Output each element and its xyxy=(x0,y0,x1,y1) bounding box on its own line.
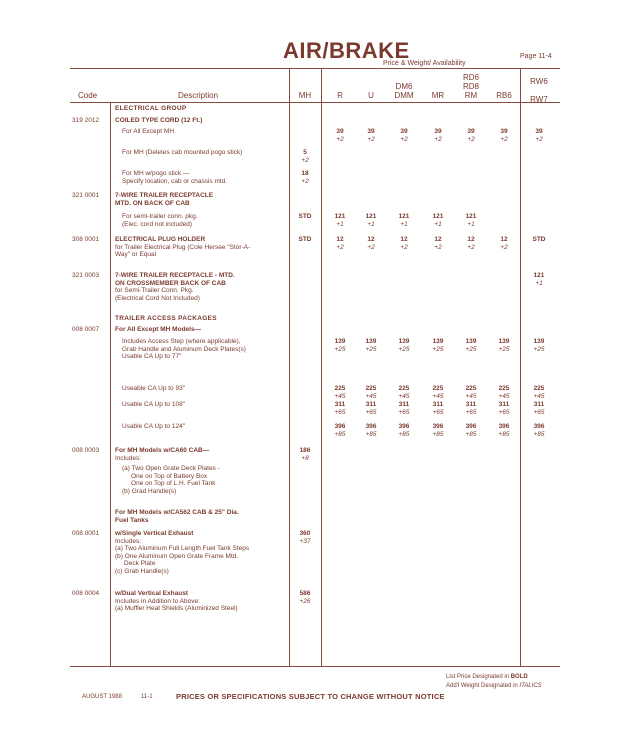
list-price: 12 xyxy=(434,236,442,243)
r-header: R xyxy=(337,91,343,100)
price-cell xyxy=(356,236,386,252)
price-cell xyxy=(325,423,355,439)
price-cell xyxy=(524,272,554,288)
row-code: 319 2012 xyxy=(72,117,100,124)
added-weight: +2 xyxy=(434,136,442,143)
table-bottom-rule xyxy=(70,666,560,667)
price-cell xyxy=(456,338,486,354)
description-line: Includes in Addition to Above: xyxy=(115,597,200,605)
r-column-divider xyxy=(321,68,322,666)
list-price: 139 xyxy=(365,338,377,345)
section-heading: ELECTRICAL GROUP xyxy=(115,105,187,112)
description-line: Includes: xyxy=(115,454,142,462)
price-cell xyxy=(456,213,486,229)
list-price: STD xyxy=(298,213,312,220)
price-cell xyxy=(489,236,519,252)
price-cell xyxy=(524,128,554,144)
added-weight: +1 xyxy=(434,221,442,228)
price-cell xyxy=(389,213,419,229)
mh-header: MH xyxy=(298,91,312,100)
list-price: 311 xyxy=(465,401,477,408)
list-price: 225 xyxy=(498,385,510,392)
row-code: 321 0003 xyxy=(72,272,100,279)
list-price: STD xyxy=(298,236,312,243)
price-cell xyxy=(423,385,453,401)
description-line: for Semi-Trailer Conn. Pkg. xyxy=(115,287,194,295)
list-price: 39 xyxy=(434,128,442,135)
list-price: 311 xyxy=(432,401,444,408)
price-cell xyxy=(389,128,419,144)
code-column-divider xyxy=(110,102,111,666)
list-price: 186 xyxy=(299,447,311,454)
row-code: 308 0001 xyxy=(72,236,100,243)
added-weight: +25 xyxy=(334,346,346,353)
description-line: 7-WIRE TRAILER RECEPTACLE - MTD. xyxy=(115,272,235,279)
rw-header: RW6 RW7 xyxy=(530,77,548,104)
footer-notice: PRICES OR SPECIFICATIONS SUBJECT TO CHANGE WITHOUT NOTICE xyxy=(176,692,445,701)
list-price: 586 xyxy=(299,590,311,597)
added-weight: +85 xyxy=(432,431,444,438)
list-price: 311 xyxy=(533,401,545,408)
added-weight: +2 xyxy=(535,136,543,143)
row-code: 008 0007 xyxy=(72,326,100,333)
list-price: 396 xyxy=(365,423,377,430)
added-weight: +1 xyxy=(336,221,344,228)
added-weight: +25 xyxy=(432,346,444,353)
added-weight: +65 xyxy=(432,409,444,416)
price-cell xyxy=(524,236,554,244)
list-price: 396 xyxy=(498,423,510,430)
added-weight: +25 xyxy=(398,346,410,353)
list-price: 225 xyxy=(398,385,410,392)
price-cell xyxy=(290,170,320,186)
price-cell xyxy=(423,338,453,354)
added-weight: +65 xyxy=(465,409,477,416)
added-weight: +45 xyxy=(398,393,410,400)
price-cell xyxy=(423,236,453,252)
description-line: for Trailer Electrical Plug (Cole Hersee "Stor-A- xyxy=(115,243,251,251)
description-line: (a) Muffler Heat Shields (Aluminized Steel) xyxy=(115,605,238,613)
rd-header: RD6 RD8 RM xyxy=(462,73,479,100)
list-price: 12 xyxy=(500,236,508,243)
price-cell xyxy=(356,385,386,401)
list-price: 311 xyxy=(334,401,346,408)
added-weight: +2 xyxy=(434,244,442,251)
u-header: U xyxy=(368,91,374,100)
price-cell xyxy=(356,423,386,439)
list-price: 139 xyxy=(432,338,444,345)
header-rule xyxy=(70,102,560,103)
description-line: (b) One Aluminum Open Grate Frame Mtd. xyxy=(115,552,239,560)
list-price: 121 xyxy=(533,272,545,279)
list-price: 121 xyxy=(432,213,444,220)
price-cell xyxy=(489,385,519,401)
description-line: Includes: xyxy=(115,537,142,545)
row-description: For MH w/pogo stick — Specify location, cab or chassis mtd. xyxy=(122,170,228,185)
row-code: 008 0003 xyxy=(72,447,100,454)
added-weight: +2 xyxy=(301,178,309,185)
added-weight: +2 xyxy=(336,244,344,251)
code-header: Code xyxy=(78,91,98,100)
description-line: w/Single Vertical Exhaust xyxy=(115,530,194,537)
price-cell xyxy=(456,236,486,252)
list-price: 139 xyxy=(533,338,545,345)
row-description xyxy=(115,530,249,576)
added-weight: +25 xyxy=(365,346,377,353)
list-price: 139 xyxy=(465,338,477,345)
description-line: Deck Plate xyxy=(115,560,156,568)
added-weight: +45 xyxy=(465,393,477,400)
row-description xyxy=(115,590,238,613)
list-price: 225 xyxy=(465,385,477,392)
price-cell xyxy=(456,385,486,401)
row-description: Includes Access Step (where applicable), Grab Handle and Aluminum Deck Plates(s) Usable CA Up to 77" xyxy=(122,338,246,361)
list-price: 121 xyxy=(465,213,477,220)
price-cell xyxy=(489,401,519,417)
legend-bold xyxy=(446,674,528,680)
price-cell xyxy=(325,401,355,417)
price-cell xyxy=(456,128,486,144)
list-price: 396 xyxy=(465,423,477,430)
price-cell xyxy=(356,213,386,229)
row-description: For All Except MH xyxy=(122,128,175,135)
list-price: 139 xyxy=(398,338,410,345)
price-cell xyxy=(325,213,355,229)
list-price: 225 xyxy=(334,385,346,392)
price-cell xyxy=(325,385,355,401)
list-price: 396 xyxy=(432,423,444,430)
added-weight: +2 xyxy=(500,136,508,143)
added-weight: +25 xyxy=(498,346,510,353)
added-weight: +85 xyxy=(465,431,477,438)
description-line: Way" or Equal xyxy=(115,251,157,259)
added-weight: +45 xyxy=(498,393,510,400)
price-cell xyxy=(423,213,453,229)
rb6-header: RB6 xyxy=(496,91,512,100)
row-description: For All Except MH Models— xyxy=(115,326,202,333)
list-price: 12 xyxy=(336,236,344,243)
row-description: COILED TYPE CORD (12 Ft.) xyxy=(115,117,203,124)
list-price: 18 xyxy=(301,170,309,177)
row-description: Useable CA Up to 93" xyxy=(122,385,186,392)
list-price: 225 xyxy=(432,385,444,392)
added-weight: +85 xyxy=(398,431,410,438)
dm-header: DM6 DMM xyxy=(394,82,414,100)
list-price: 39 xyxy=(400,128,408,135)
added-weight: +2 xyxy=(301,157,309,164)
row-description xyxy=(115,272,235,302)
price-cell xyxy=(290,447,320,463)
list-price: 360 xyxy=(299,530,311,537)
row-description: 7-WIRE TRAILER RECEPTACLE MTD. ON BACK OF CAB xyxy=(115,192,214,207)
row-description: Usable CA Up to 108" xyxy=(122,401,186,408)
added-weight: +1 xyxy=(535,280,543,287)
list-price: 39 xyxy=(467,128,475,135)
added-weight: +1 xyxy=(467,221,475,228)
added-weight: +65 xyxy=(533,409,545,416)
price-cell xyxy=(489,338,519,354)
price-cell xyxy=(356,338,386,354)
price-cell xyxy=(389,236,419,252)
list-price: 139 xyxy=(334,338,346,345)
legend-italic-text: Add'l Weight Designated in xyxy=(446,683,520,689)
page-number: Page 11-4 xyxy=(520,53,552,60)
row-code: 321 0001 xyxy=(72,192,100,199)
list-price: 39 xyxy=(535,128,543,135)
price-cell xyxy=(524,423,554,439)
added-weight: +2 xyxy=(400,136,408,143)
page-title: AIR/BRAKE xyxy=(283,38,410,63)
price-cell xyxy=(290,530,320,546)
list-price: 12 xyxy=(367,236,375,243)
description-line: For MH Models w/CA60 CAB— xyxy=(115,447,210,454)
list-price: 39 xyxy=(500,128,508,135)
price-cell xyxy=(489,423,519,439)
added-weight: +45 xyxy=(533,393,545,400)
price-cell xyxy=(389,423,419,439)
added-weight: +37 xyxy=(299,538,311,545)
description-line: (Electrical Cord Not Included) xyxy=(115,294,200,302)
added-weight: +85 xyxy=(533,431,545,438)
price-cell xyxy=(290,213,320,221)
list-price: 311 xyxy=(365,401,377,408)
added-weight: +25 xyxy=(465,346,477,353)
price-cell xyxy=(389,385,419,401)
row-description xyxy=(115,447,209,462)
row-description: For MH (Deletes cab mounted pogo stick) xyxy=(122,149,243,156)
row-description: (a) Two Open Grate Deck Plates - One on Top of Battery Box One on Top of L.H. Fuel Tank (b) Grad Handle(s) xyxy=(122,465,220,495)
description-line: ON CROSSMEMBER BACK OF CAB xyxy=(115,279,226,287)
price-cell xyxy=(325,128,355,144)
price-cell xyxy=(423,423,453,439)
price-cell xyxy=(456,423,486,439)
list-price: STD xyxy=(532,236,546,243)
added-weight: +2 xyxy=(367,136,375,143)
added-weight: +2 xyxy=(367,244,375,251)
price-cell xyxy=(524,338,554,354)
price-cell xyxy=(290,590,320,606)
price-cell xyxy=(290,149,320,165)
list-price: 121 xyxy=(334,213,346,220)
list-price: 311 xyxy=(498,401,510,408)
added-weight: +45 xyxy=(432,393,444,400)
list-price: 12 xyxy=(467,236,475,243)
added-weight: +65 xyxy=(398,409,410,416)
added-weight: +45 xyxy=(365,393,377,400)
mr-header: MR xyxy=(431,91,445,100)
row-description: Usable CA Up to 124" xyxy=(122,423,186,430)
row-code: 008 0004 xyxy=(72,590,100,597)
added-weight: +65 xyxy=(334,409,346,416)
price-cell xyxy=(389,401,419,417)
added-weight: +45 xyxy=(334,393,346,400)
footer-date: AUGUST 1988 xyxy=(82,694,122,700)
list-price: 39 xyxy=(336,128,344,135)
list-price: 5 xyxy=(303,149,307,156)
price-cell xyxy=(290,236,320,244)
legend-italic xyxy=(446,683,542,689)
footer-section: 11-1 xyxy=(141,694,153,700)
description-line: (a) Two Aluminum Full Length Fuel Tank Steps xyxy=(115,545,250,553)
description-line: w/Dual Vertical Exhaust xyxy=(115,590,188,597)
price-cell xyxy=(489,128,519,144)
description-header: Description xyxy=(178,91,219,100)
list-price: 396 xyxy=(334,423,346,430)
row-description: For semi-trailer conn. pkg. (Elec. cord not included) xyxy=(122,213,198,228)
added-weight: +1 xyxy=(400,221,408,228)
section-heading: TRAILER ACCESS PACKAGES xyxy=(115,315,217,322)
list-price: 39 xyxy=(367,128,375,135)
description-line: ELECTRICAL PLUG HOLDER xyxy=(115,236,206,243)
added-weight: +85 xyxy=(365,431,377,438)
added-weight: +25 xyxy=(533,346,545,353)
added-weight: +2 xyxy=(400,244,408,251)
list-price: 311 xyxy=(398,401,410,408)
price-cell xyxy=(325,236,355,252)
list-price: 396 xyxy=(398,423,410,430)
row-code: 008 0001 xyxy=(72,530,100,537)
list-price: 121 xyxy=(398,213,410,220)
price-cell xyxy=(524,385,554,401)
added-weight: +85 xyxy=(498,431,510,438)
legend-italic-key: ITALICS xyxy=(519,683,542,689)
added-weight: +2 xyxy=(467,136,475,143)
row-description xyxy=(115,236,250,259)
description-line: (c) Grab Handle(s) xyxy=(115,567,169,575)
list-price: 139 xyxy=(498,338,510,345)
added-weight: +1 xyxy=(367,221,375,228)
price-weight-subtitle: Price & Weight/ Availability xyxy=(383,60,466,67)
price-cell xyxy=(423,401,453,417)
price-cell xyxy=(456,401,486,417)
legend-bold-key: BOLD xyxy=(510,674,528,680)
list-price: 396 xyxy=(533,423,545,430)
added-weight: +26 xyxy=(299,598,311,605)
price-cell xyxy=(356,128,386,144)
price-cell xyxy=(325,338,355,354)
added-weight: +85 xyxy=(334,431,346,438)
rw-column-divider xyxy=(520,68,521,666)
list-price: 121 xyxy=(365,213,377,220)
added-weight: +65 xyxy=(365,409,377,416)
added-weight: +65 xyxy=(498,409,510,416)
price-cell xyxy=(389,338,419,354)
table-top-rule xyxy=(70,68,560,69)
list-price: 225 xyxy=(365,385,377,392)
added-weight: +2 xyxy=(500,244,508,251)
legend-bold-text: List Price Designated in xyxy=(446,674,511,680)
price-cell xyxy=(524,401,554,417)
price-cell xyxy=(423,128,453,144)
added-weight: +2 xyxy=(467,244,475,251)
row-description: For MH Models w/CA562 CAB & 25" Dia. Fuel Tanks xyxy=(115,509,239,524)
list-price: 12 xyxy=(400,236,408,243)
list-price: 225 xyxy=(533,385,545,392)
added-weight: +8 xyxy=(301,455,309,462)
price-cell xyxy=(356,401,386,417)
added-weight: +2 xyxy=(336,136,344,143)
